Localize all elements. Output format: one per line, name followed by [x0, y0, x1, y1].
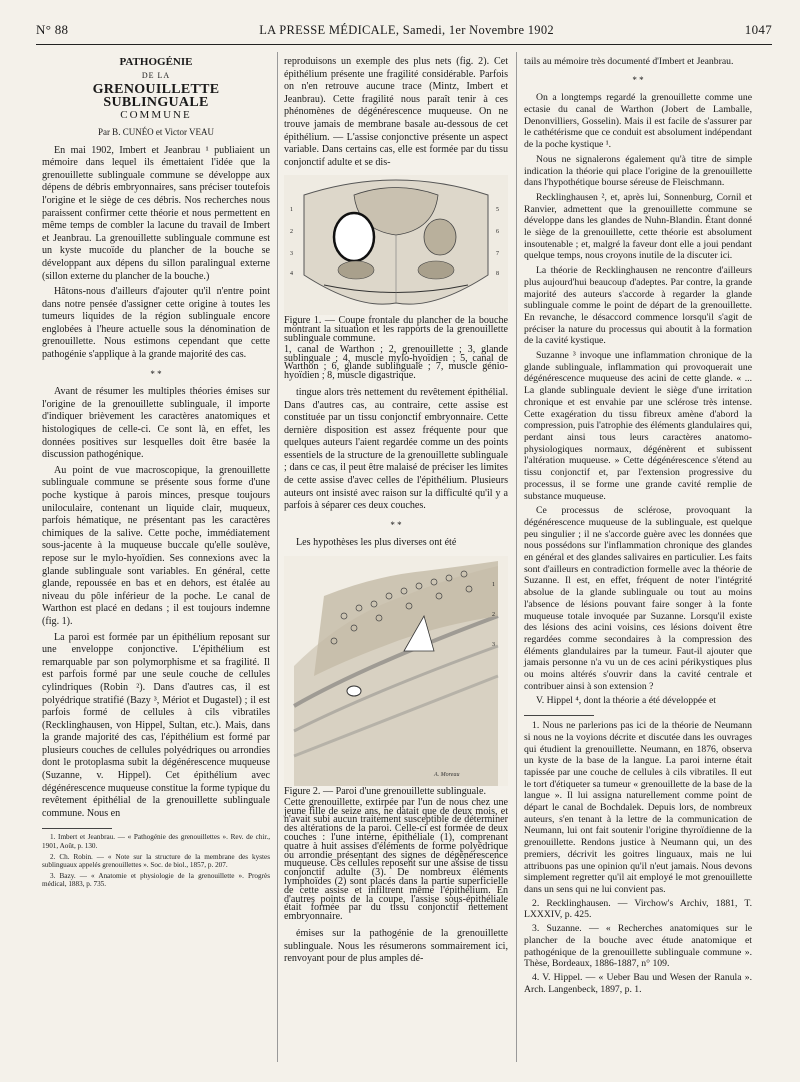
svg-text:1: 1 — [492, 582, 495, 589]
section-separator: * * — [150, 368, 162, 379]
column-divider — [277, 52, 278, 1062]
figure-2 — [284, 556, 508, 922]
paragraph: Recklinghausen ², et, après lui, Sonnenburg, Cornil et Ranvier, admettent que la grenouillette commune se développe dans les glandes de Nuhn-Blandin. Étant donné le siège de la grenouillette, cette théorie est absolument insoutenable ; et, malgré la faveur dont elle a joui pendant quelque temps, nous croyons inutile de la discuter ici. — [524, 191, 752, 262]
footnote: 3. Bazy. — « Anatomie et physiologie de la grenouillette ». Progrès médical, 1883, p. 735. — [42, 871, 270, 889]
footnote: 1. Imbert et Jeanbrau. — « Pathogénie des grenouillettes ». Rev. de chir., 1901, Août, p. 130. — [42, 833, 270, 851]
article-title-line2: DE LA — [141, 70, 171, 80]
svg-text:5: 5 — [496, 207, 499, 214]
paragraph: Hâtons-nous d'ailleurs d'ajouter qu'il n'entre point dans notre pensée d'assigner cette origine à toutes les tumeurs liquides de la région sublinguale encore englobées à l'heure actuelle sous la dénomination de grenouillette. Nous estimons cependant que cette pathogénie s'applique à la grande majorité des cas. — [42, 286, 270, 361]
paragraph: On a longtemps regardé la grenouillette comme une ectasie du canal de Warthon (Jobert de Lamballe, Denonvilliers, Gosselin). Mais il est facile de s'assurer par le cathétérisme que ce conduit est absolument indépendant de la poche kystique ¹. — [524, 92, 752, 151]
issue-number: N° 88 — [36, 22, 69, 37]
paragraph: émises sur la pathogénie de la grenouillette sublinguale. Nous les résumerons sommairement ici, renvoyant pour de plus amples dé- — [284, 928, 508, 965]
footnote: 4. V. Hippel. — « Ueber Bau und Wesen der Ranula ». Arch. Langenbeck, 1897, p. 1. — [524, 971, 752, 995]
section-separator: * * — [632, 74, 644, 85]
svg-text:3: 3 — [492, 642, 495, 649]
footnote: 1. Nous ne parlerions pas ici de la théorie de Neumann si nous ne la voyions décrite et discutée dans les ouvrages qui étudient la grenouillette. Neumann, en 1876, observa un kyste de la base de la langue. La paroi interne était tapissée par une couche de cellules à cils vibratiles. Il eut le tort d'étiqueter sa tumeur « grenouillette de la base de la langue ». Il lui assigna naturellement comme point de départ le canal de Bochdalek. Depuis lors, de nombreux auteurs, s'en tenant à la lettre de la communication de Neumann, lui ont fait soutenir l'origine thyroïdienne de la grenouillette. Rendons justice à Neumann qui, un des premiers, décrivit les goitres linguaux, mais ne lui attribuons pas une opinion qu'il n'eut jamais. Nous devons simplement regretter qu'il ait employé le mot grenouillette dans un sens qui ne lui convient pas. — [524, 720, 752, 895]
footnote-rule — [524, 715, 594, 716]
svg-text:6: 6 — [496, 229, 499, 236]
svg-text:7: 7 — [496, 251, 499, 258]
column-2 — [284, 56, 508, 969]
figure-2-description: Cette grenouillette, extirpée par l'un de nous chez une jeune fille de seize ans, ne datait que de deux mois, et n'avait subi aucun traitement susceptible de déterminer des altérations de la paroi. Celle-ci est formée de deux couches : l'une interne, épithéliale (1), comprenant quatre à huit assises d'éléments de forme polyédrique ou arrondie présentant des signes de dégénérescence muqueuse. Ces cellules reposent sur une assise de tissu conjonctif adulte (3). De nombreux éléments lymphoïdes (2) sont placés dans la partie superficielle de cette assise et infiltrent même l'épithélium. En d'autres points de la coupe, l'assise sous-épithéliale était formée par du tissu conjonctif nettement embryonnaire. — [284, 796, 508, 923]
svg-text:8: 8 — [496, 271, 499, 278]
figure-2-illustration — [284, 556, 508, 786]
svg-text:A. Moreau: A. Moreau — [434, 772, 460, 779]
paragraph: Suzanne ³ invoque une inflammation chronique de la glande sublinguale, inflammation qui provoquerait une dégénérescence muqueuse des acini de cette glande. « ... La glande sublinguale devient le siège d'une irritation chronique et est envahie par une sclérose très intense. Cette exagération du tissu fibreux amène d'abord la compression, puis l'atrophie des éléments glandulaires qui, perdant ainsi tous leurs caractères anatomo-physiologiques normaux, dégénèrent et subissent l'altération muqueuse. » Cette dégénérescence s'étend au tissu conjonctif et, par l'extension progressive du processus, il se forme une grande cavité remplie de substance muqueuse. — [524, 350, 752, 502]
svg-text:4: 4 — [290, 271, 293, 278]
article-title-line4: COMMUNE — [120, 109, 192, 122]
section-separator: * * — [390, 519, 402, 530]
figure-1-caption: Figure 1. — Coupe frontale du plancher de la bouche montrant la situation et les rapports de la grenouillette sublinguale commune. — [284, 315, 508, 344]
svg-text:3: 3 — [290, 251, 293, 258]
paragraph: En mai 1902, Imbert et Jeanbrau ¹ publiaient un mémoire dans lequel ils émettaient l'idée que la grenouillette sublinguale commune se développe aux dépens de débris embryonnaires, sans préciser toutefois l'origine et le siège de ces débris. Nos recherches nous paraissent confirmer cette théorie et nous permettent en même temps de combler la lacune du travail de Imbert et Jeanbrau. La grenouillette sublinguale commune est un kyste mucoïde du plancher de la bouche se développant aux dépens du sillon paralingual externe (sillon externe du plancher de la bouche.) — [42, 144, 270, 282]
footnote: 3. Suzanne. — « Recherches anatomiques sur le plancher de la bouche avec étude anatomique et pathogénique de la grenouillette sublinguale commune ». Thèse, Bordeaux, 1886-1887, n° 109. — [524, 923, 752, 970]
paragraph: Avant de résumer les multiples théories émises sur l'origine de la grenouillette sublinguale, il importe d'indiquer brièvement les caractères anatomiques et histologiques de celle-ci. Ce sont là, en effet, les données positives sur lesquelles doit être basée la discussion pathogénique. — [42, 386, 270, 461]
figure-1 — [284, 175, 508, 381]
footnote: 2. Ch. Robin. — « Note sur la structure de la membrane des kystes sublinguaux appelés grenouillettes ». Soc. de biol., 1857, p. 207. — [42, 852, 270, 870]
svg-text:2: 2 — [290, 229, 293, 236]
page-header — [36, 22, 772, 42]
paragraph: Nous ne signalerons également qu'à titre de simple indication la théorie qui place l'origine de la grenouillette dans l'hypothétique bourse séreuse de Fleischmann. — [524, 153, 752, 189]
paragraph: tails au mémoire très documenté d'Imbert et Jeanbrau. — [524, 56, 734, 67]
article-title-main: GRENOUILLETTE SUBLINGUALE — [92, 82, 220, 110]
footnote-rule — [42, 828, 112, 829]
paragraph: tingue alors très nettement du revêtement épithélial. Dans d'autres cas, au contraire, cette assise est constituée par un tissu conjonctif embryonnaire. Cette dernière disposition est assez fréquente pour que quelques auteurs l'aient regardée comme un des points essentiels de la structure de la grenouillette sublinguale ; dans ce cas, il peut être malaisé de préciser les limites de cette assise d'avec celles de l'épithélium. Plusieurs auteurs ont insisté avec raison sur la difficulté qu'il y a parfois à séparer ces deux couches. — [284, 386, 508, 512]
page-number: 1047 — [744, 22, 772, 37]
paragraph: reproduisons un exemple des plus nets (fig. 2). Cet épithélium présente une fragilité considérable. Parfois on n'en retrouve aucune trace (Mintz, Imbert et Jeanbrau). Cette fragilité nous paraît tenir à ces phénomènes de dégénérescence muqueuse. On ne trouve jamais de membrane basale au-dessous de cet épithélium. — L'assise conjonctive présente un aspect variable. Dans certains cas, elle est formée par du tissu conjonctif adulte et se dis- — [284, 56, 508, 168]
header-rule — [36, 44, 772, 45]
paragraph: La théorie de Recklinghausen ne rencontre d'ailleurs plus aujourd'hui beaucoup d'adeptes. Par contre, la grande majorité des auteurs s'accorde à regarder la glande sublinguale comme le point de départ de la grenouillette. En revanche, le désaccord commence lorsqu'il s'agit de préciser la nature du processus qui aboutit à la formation de la cavité kystique. — [524, 265, 752, 347]
article-title-line1: PATHOGÉNIE — [119, 56, 193, 68]
column-3 — [524, 56, 752, 997]
journal-title: LA PRESSE MÉDICALE, Samedi, 1er Novembre 1902 — [259, 23, 554, 37]
column-1 — [42, 56, 270, 891]
figure-1-legend: 1, canal de Warthon ; 2, grenouillette ; 3, glande sublinguale ; 4, muscle mylo-hyoïdien ; 5, canal de Warthon ; 6, glande sublinguale ; 7, muscle génio-hyoïdien ; 8, muscle digastrique. — [284, 343, 508, 382]
paragraph: Ce processus de sclérose, provoquant la dégénérescence muqueuse de la sublinguale, est quelque peu singulier ; il ne s'accorde guère avec les données que nous possédons sur l'inflammation chronique des glandes en général et des glandes salivaires en particulier. Les faits sont d'ailleurs en contradiction formelle avec la théorie de Suzanne. Il est, en effet, fréquent de noter l'intégrité absolue de la glande sublinguale ou tout au moins l'absence de lésions pouvant faire songer à la fonte muqueuse totale invoquée par Suzanne. Lorsqu'il existe des lésions des acini voisins, ces lésions doivent être regardées comme secondaires à la compression des éléments glandulaires par la tumeur. Faut-il ajouter que jamais personne n'a vu un de ces acini périkystiques plus ou moins altérés s'ouvrir dans la cavité centrale et contribuer ainsi à son extension ? — [524, 505, 752, 692]
column-divider — [516, 52, 517, 1062]
footnote: 2. Recklinghausen. — Virchow's Archiv, 1881, T. LXXXIV, p. 425. — [524, 897, 752, 921]
paragraph: V. Hippel ⁴, dont la théorie a été développée et — [536, 695, 716, 707]
figure-1-illustration — [284, 175, 508, 315]
paragraph: Au point de vue macroscopique, la grenouillette sublinguale commune se présente sous forme d'une poche kystique à parois minces, presque toujours uniloculaire, contenant un liquide clair, muqueux, parfois hématique, ne présentant pas les caractères chimiques de la salive. Cette poche, immédiatement sous-jacente à la muqueuse buccale qu'elle soulève, repose sur le mylo-hyoïdien. Ses connexions avec la glande sublinguale sont variables. En général, cette glande, repoussée en bas et en dehors, est étalée au niveau du pôle inférieur de la poche. Le canal de Warthon est placé en dedans ; il est toujours indemne (fig. 1). — [42, 464, 270, 627]
paragraph: Les hypothèses les plus diverses ont été — [296, 537, 457, 549]
figure-2-caption: Figure 2. — Paroi d'une grenouillette sublinguale. — [284, 786, 486, 798]
article-authors: Par B. CUNÉO et Victor VEAU — [97, 126, 215, 137]
paragraph: La paroi est formée par un épithélium reposant sur une enveloppe conjonctive. L'épithélium est remarquable par son polymorphisme et sa fragilité. Il est parfois formé par une seule couche de cellules cylindriques (Robin ²). Dans d'autres cas, il est polyédrique stratifié (Bazy ³, Mériot et Dugastel) ; il est parfois formé de cellules à cils vibratiles (Recklinghausen, von Hippel, Sultan, etc.). Mais, dans la grande majorité des cas, l'épithélium est formé par plusieurs couches de cellules polyédriques ou arrondies dont le protoplasma subit la dégénérescence muqueuse (Suzanne, v. Hippel). Cet épithélium avec dégénérescence muqueuse constitue la forme typique du revêtement épithélial de la grenouillette sublinguale commune. Nous en — [42, 631, 270, 819]
svg-text:2: 2 — [492, 612, 495, 619]
svg-text:1: 1 — [290, 207, 293, 214]
